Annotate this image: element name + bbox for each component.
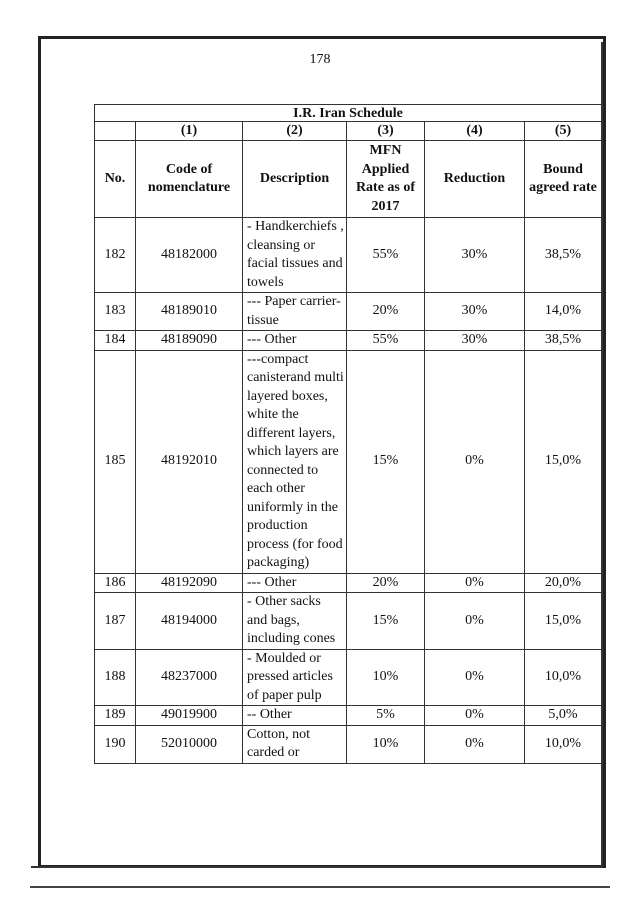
cell-code: 48194000 xyxy=(136,593,243,650)
cell-mfn: 10% xyxy=(347,725,425,763)
cell-no: 185 xyxy=(95,350,136,573)
cell-bound: 5,0% xyxy=(525,706,602,726)
column-number xyxy=(95,122,136,141)
cell-mfn: 55% xyxy=(347,218,425,293)
cell-bound: 20,0% xyxy=(525,573,602,593)
cell-mfn: 20% xyxy=(347,293,425,331)
column-number: (4) xyxy=(425,122,525,141)
table-row xyxy=(95,331,602,351)
cell-code: 48189090 xyxy=(136,331,243,351)
iran-schedule-table xyxy=(94,104,602,764)
cell-code: 48237000 xyxy=(136,649,243,706)
column-number: (5) xyxy=(525,122,602,141)
column-number: (2) xyxy=(243,122,347,141)
cell-description: - Other sacks and bags, including cones xyxy=(243,593,347,650)
cell-no: 182 xyxy=(95,218,136,293)
cell-no: 183 xyxy=(95,293,136,331)
cell-no: 189 xyxy=(95,706,136,726)
cell-reduction: 0% xyxy=(425,350,525,573)
cell-bound: 14,0% xyxy=(525,293,602,331)
column-number: (3) xyxy=(347,122,425,141)
cell-bound: 38,5% xyxy=(525,331,602,351)
table-row xyxy=(95,649,602,706)
cell-description: Cotton, not carded or xyxy=(243,725,347,763)
cell-no: 187 xyxy=(95,593,136,650)
table-row xyxy=(95,218,602,293)
table-row xyxy=(95,593,602,650)
cell-reduction: 0% xyxy=(425,649,525,706)
header-code: Code of nomenclature xyxy=(136,141,243,218)
cell-code: 48192010 xyxy=(136,350,243,573)
cell-bound: 10,0% xyxy=(525,725,602,763)
cell-reduction: 0% xyxy=(425,725,525,763)
cell-reduction: 30% xyxy=(425,218,525,293)
table-row xyxy=(95,350,602,573)
header-mfn-rate: MFN Applied Rate as of 2017 xyxy=(347,141,425,218)
cell-code: 48192090 xyxy=(136,573,243,593)
cell-description: --- Other xyxy=(243,573,347,593)
cell-bound: 38,5% xyxy=(525,218,602,293)
cell-mfn: 15% xyxy=(347,593,425,650)
cell-bound: 10,0% xyxy=(525,649,602,706)
cell-bound: 15,0% xyxy=(525,593,602,650)
cell-mfn: 15% xyxy=(347,350,425,573)
cell-reduction: 30% xyxy=(425,331,525,351)
cell-reduction: 0% xyxy=(425,593,525,650)
table-row xyxy=(95,573,602,593)
table-row xyxy=(95,706,602,726)
cell-mfn: 55% xyxy=(347,331,425,351)
cell-description: --- Paper carrier-tissue xyxy=(243,293,347,331)
cell-no: 188 xyxy=(95,649,136,706)
page-number: 178 xyxy=(309,52,331,67)
table-row xyxy=(95,725,602,763)
cell-no: 184 xyxy=(95,331,136,351)
cell-description: --- Other xyxy=(243,331,347,351)
cell-mfn: 20% xyxy=(347,573,425,593)
cell-reduction: 30% xyxy=(425,293,525,331)
cell-code: 52010000 xyxy=(136,725,243,763)
cell-description: -- Other xyxy=(243,706,347,726)
cell-reduction: 0% xyxy=(425,573,525,593)
cell-mfn: 10% xyxy=(347,649,425,706)
cell-code: 48182000 xyxy=(136,218,243,293)
header-description: Description xyxy=(243,141,347,218)
table-row xyxy=(95,293,602,331)
cell-bound: 15,0% xyxy=(525,350,602,573)
header-bound-rate: Bound agreed rate xyxy=(525,141,602,218)
cell-code: 49019900 xyxy=(136,706,243,726)
cell-description: ---compact canisterand multi layered boxes, white the different layers, which layers are connected to each other uniformly in the production process (for food packaging) xyxy=(243,350,347,573)
column-number: (1) xyxy=(136,122,243,141)
header-no: No. xyxy=(95,141,136,218)
cell-reduction: 0% xyxy=(425,706,525,726)
header-reduction: Reduction xyxy=(425,141,525,218)
cell-no: 186 xyxy=(95,573,136,593)
scan-edge-line xyxy=(30,886,610,888)
cell-no: 190 xyxy=(95,725,136,763)
cell-code: 48189010 xyxy=(136,293,243,331)
cell-mfn: 5% xyxy=(347,706,425,726)
cell-description: - Handkerchiefs , cleansing or facial tissues and towels xyxy=(243,218,347,293)
table-title: I.R. Iran Schedule xyxy=(95,105,602,122)
cell-description: - Moulded or pressed articles of paper pulp xyxy=(243,649,347,706)
